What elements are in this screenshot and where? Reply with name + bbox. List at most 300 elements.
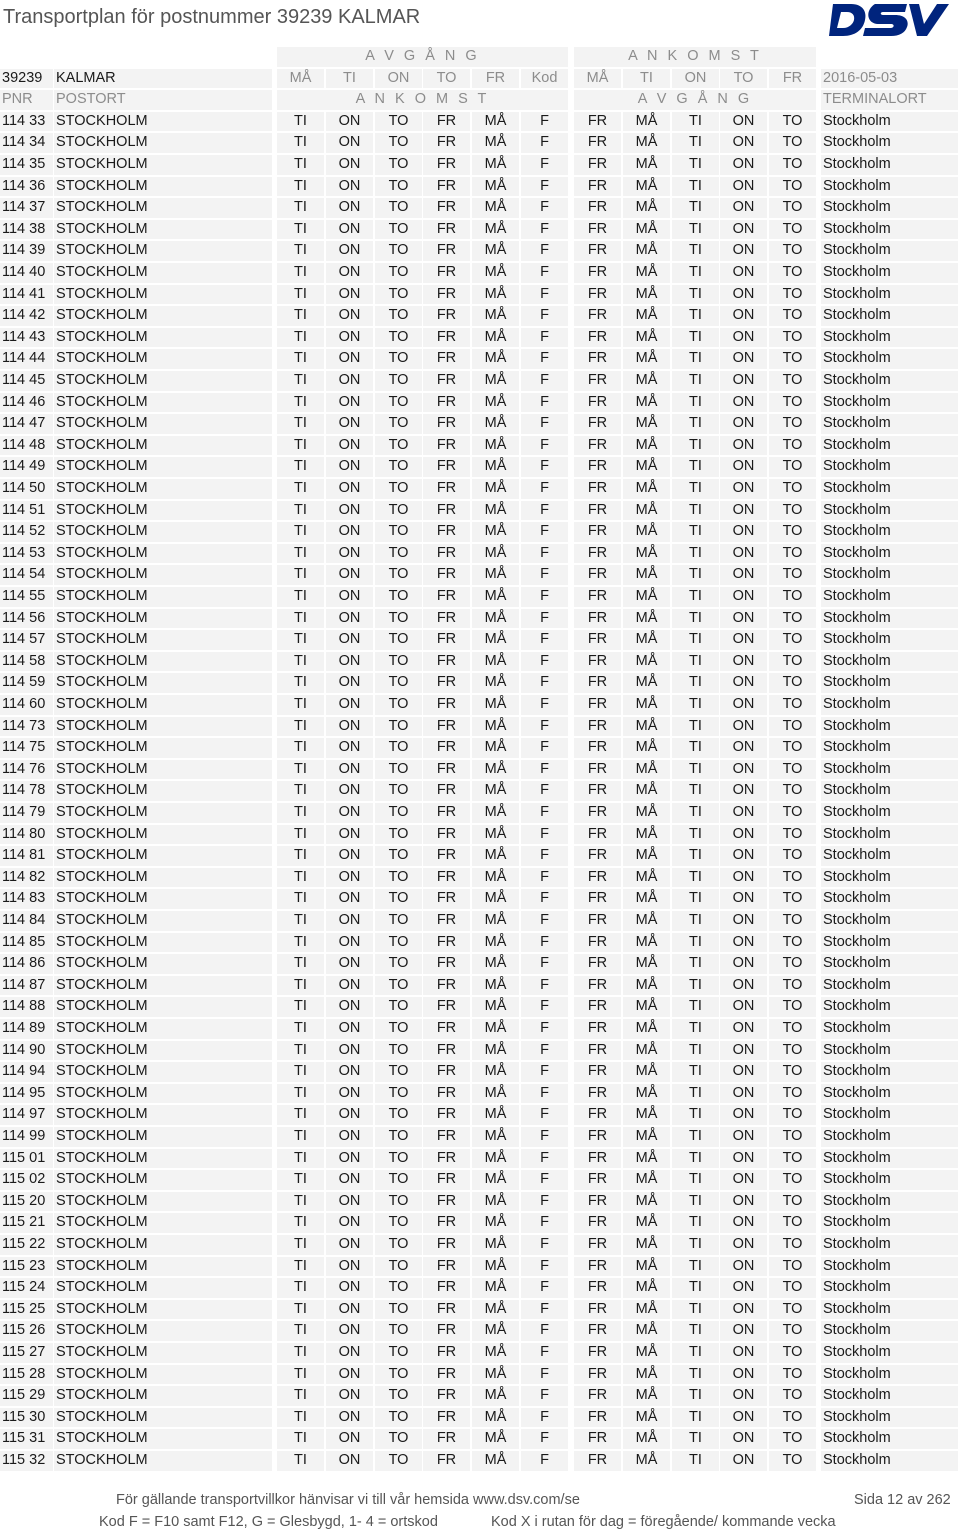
arrival-day-cell: TI	[672, 760, 719, 780]
departure-day-cell: MÅ	[472, 1365, 519, 1385]
arrival-day-cell: TO	[769, 349, 816, 369]
departure-day-cell: F	[521, 933, 568, 953]
arrival-day-cell: MÅ	[623, 220, 670, 240]
terminal-cell: Stockholm	[821, 1192, 958, 1212]
arrival-day-cell: TI	[672, 1343, 719, 1363]
arrival-day-cell: ON	[720, 717, 767, 737]
arrival-day-cell: MÅ	[623, 1451, 670, 1471]
departure-day-cell: F	[521, 695, 568, 715]
table-row	[0, 1191, 960, 1213]
postcode-cell: 114 90	[0, 1041, 53, 1061]
departure-day-cell: TI	[277, 1343, 324, 1363]
departure-day-cell: TI	[277, 1429, 324, 1449]
departure-day-cell: TO	[375, 803, 422, 823]
departure-day-cell: TI	[277, 911, 324, 931]
arrival-day-cell: FR	[574, 1213, 621, 1233]
departure-day-cell: TO	[375, 781, 422, 801]
departure-day-cell: FR	[423, 457, 470, 477]
table-row	[0, 1299, 960, 1321]
arrival-day-cell: MÅ	[623, 501, 670, 521]
departure-day-cell: MÅ	[472, 241, 519, 261]
city-cell: STOCKHOLM	[54, 976, 272, 996]
postcode-cell: 114 95	[0, 1084, 53, 1104]
arrival-day-cell: FR	[574, 997, 621, 1017]
city-cell: STOCKHOLM	[54, 457, 272, 477]
header-cell: MÅ	[574, 69, 621, 89]
arrival-day-cell: ON	[720, 1300, 767, 1320]
departure-day-cell: MÅ	[472, 1213, 519, 1233]
departure-day-cell: F	[521, 803, 568, 823]
arrival-day-cell: ON	[720, 1408, 767, 1428]
table-row	[0, 1256, 960, 1278]
postcode-cell: 114 40	[0, 263, 53, 283]
table-row	[0, 543, 960, 565]
departure-day-cell: FR	[423, 501, 470, 521]
city-cell: STOCKHOLM	[54, 328, 272, 348]
dsv-logo	[829, 2, 949, 38]
departure-day-cell: TI	[277, 371, 324, 391]
departure-day-cell: ON	[326, 263, 373, 283]
table-row	[0, 694, 960, 716]
header-cell: TO	[423, 69, 470, 89]
table-row	[0, 435, 960, 457]
arrival-day-cell: ON	[720, 760, 767, 780]
table-row	[0, 1364, 960, 1386]
arrival-day-cell: FR	[574, 1105, 621, 1125]
departure-day-cell: ON	[326, 393, 373, 413]
arrival-day-cell: MÅ	[623, 825, 670, 845]
table-row	[0, 1450, 960, 1472]
departure-day-cell: FR	[423, 1278, 470, 1298]
departure-day-cell: FR	[423, 1192, 470, 1212]
departure-day-cell: ON	[326, 846, 373, 866]
table-row	[0, 1234, 960, 1256]
arrival-day-cell: TO	[769, 133, 816, 153]
terminal-cell: Stockholm	[821, 522, 958, 542]
arrival-day-cell: FR	[574, 933, 621, 953]
arrival-day-cell: MÅ	[623, 868, 670, 888]
departure-day-cell: MÅ	[472, 1019, 519, 1039]
arrival-day-cell: TO	[769, 630, 816, 650]
departure-day-cell: ON	[326, 285, 373, 305]
city-cell: STOCKHOLM	[54, 1321, 272, 1341]
city-cell: STOCKHOLM	[54, 781, 272, 801]
departure-day-cell: TO	[375, 544, 422, 564]
departure-day-cell: FR	[423, 1170, 470, 1190]
departure-day-cell: F	[521, 976, 568, 996]
departure-day-cell: TO	[375, 673, 422, 693]
departure-day-cell: TI	[277, 544, 324, 564]
arrival-day-cell: MÅ	[623, 1278, 670, 1298]
arrival-day-cell: FR	[574, 177, 621, 197]
arrival-day-cell: ON	[720, 544, 767, 564]
arrival-day-cell: TI	[672, 1149, 719, 1169]
arrival-day-cell: MÅ	[623, 652, 670, 672]
arrival-day-cell: MÅ	[623, 889, 670, 909]
departure-day-cell: FR	[423, 846, 470, 866]
city-cell: STOCKHOLM	[54, 565, 272, 585]
arrival-day-cell: MÅ	[623, 803, 670, 823]
arrival-day-cell: FR	[574, 717, 621, 737]
departure-day-cell: TO	[375, 825, 422, 845]
arrival-day-cell: TO	[769, 501, 816, 521]
departure-day-cell: TO	[375, 587, 422, 607]
header-cell: ON	[375, 69, 422, 89]
departure-day-cell: FR	[423, 306, 470, 326]
departure-day-cell: ON	[326, 609, 373, 629]
table-row	[0, 586, 960, 608]
departure-day-cell: F	[521, 522, 568, 542]
departure-day-cell: MÅ	[472, 198, 519, 218]
departure-day-cell: F	[521, 954, 568, 974]
departure-day-cell: ON	[326, 1213, 373, 1233]
departure-day-cell: TI	[277, 1170, 324, 1190]
departure-day-cell: MÅ	[472, 933, 519, 953]
departure-day-cell: MÅ	[472, 436, 519, 456]
arrival-day-cell: TI	[672, 371, 719, 391]
departure-day-cell: F	[521, 328, 568, 348]
city-cell: STOCKHOLM	[54, 1257, 272, 1277]
arrival-day-cell: MÅ	[623, 1105, 670, 1125]
arrival-day-cell: FR	[574, 393, 621, 413]
arrival-day-cell: TO	[769, 1278, 816, 1298]
terminal-cell: Stockholm	[821, 241, 958, 261]
postcode-cell: 114 84	[0, 911, 53, 931]
departure-day-cell: MÅ	[472, 393, 519, 413]
header-cell: MÅ	[277, 69, 324, 89]
city-cell: STOCKHOLM	[54, 1192, 272, 1212]
postcode-cell: 114 87	[0, 976, 53, 996]
terminal-cell: Stockholm	[821, 1321, 958, 1341]
departure-day-cell: F	[521, 1062, 568, 1082]
table-row	[0, 521, 960, 543]
arrival-day-cell: TO	[769, 436, 816, 456]
table-row	[0, 888, 960, 910]
departure-day-cell: FR	[423, 436, 470, 456]
departure-day-cell: TO	[375, 1041, 422, 1061]
arrival-day-cell: ON	[720, 393, 767, 413]
departure-day-cell: TO	[375, 522, 422, 542]
departure-day-cell: TI	[277, 565, 324, 585]
table-row	[0, 651, 960, 673]
postcode-cell: 115 29	[0, 1386, 53, 1406]
arrival-day-cell: ON	[720, 1343, 767, 1363]
departure-day-cell: ON	[326, 1321, 373, 1341]
arrival-day-cell: FR	[574, 760, 621, 780]
departure-day-cell: ON	[326, 155, 373, 175]
arrival-day-cell: TO	[769, 587, 816, 607]
city-cell: STOCKHOLM	[54, 177, 272, 197]
postcode-cell: 114 57	[0, 630, 53, 650]
arrival-day-cell: TO	[769, 1041, 816, 1061]
arrival-day-cell: TO	[769, 241, 816, 261]
departure-day-cell: MÅ	[472, 1041, 519, 1061]
postcode-cell: 114 88	[0, 997, 53, 1017]
departure-day-cell: TO	[375, 1149, 422, 1169]
departure-day-cell: TO	[375, 954, 422, 974]
departure-day-cell: TO	[375, 565, 422, 585]
arrival-day-cell: FR	[574, 112, 621, 132]
departure-day-cell: FR	[423, 933, 470, 953]
terminal-cell: Stockholm	[821, 1105, 958, 1125]
departure-day-cell: TI	[277, 695, 324, 715]
arrival-day-cell: TO	[769, 846, 816, 866]
arrival-day-cell: TO	[769, 285, 816, 305]
arrival-day-cell: TI	[672, 1257, 719, 1277]
departure-day-cell: ON	[326, 1429, 373, 1449]
arrival-day-cell: TO	[769, 263, 816, 283]
arrival-day-cell: TI	[672, 457, 719, 477]
postcode-cell: 114 35	[0, 155, 53, 175]
arrival-day-cell: TI	[672, 717, 719, 737]
city-cell: STOCKHOLM	[54, 825, 272, 845]
arrival-day-cell: MÅ	[623, 846, 670, 866]
city-cell: STOCKHOLM	[54, 1235, 272, 1255]
departure-day-cell: TI	[277, 457, 324, 477]
arrival-day-cell: ON	[720, 1451, 767, 1471]
city-cell: STOCKHOLM	[54, 1386, 272, 1406]
departure-day-cell: MÅ	[472, 760, 519, 780]
arrival-day-cell: TI	[672, 285, 719, 305]
terminal-cell: Stockholm	[821, 479, 958, 499]
terminal-cell: Stockholm	[821, 155, 958, 175]
arrival-day-cell: TO	[769, 803, 816, 823]
departure-day-cell: MÅ	[472, 1343, 519, 1363]
city-cell: STOCKHOLM	[54, 349, 272, 369]
departure-group-label: A V G Å N G	[277, 47, 568, 67]
arrival-day-cell: ON	[720, 414, 767, 434]
departure-day-cell: F	[521, 609, 568, 629]
arrival-day-cell: FR	[574, 609, 621, 629]
terminal-header: TERMINALORT	[821, 90, 958, 110]
departure-day-cell: MÅ	[472, 1192, 519, 1212]
arrival-day-cell: TI	[672, 155, 719, 175]
arrival-day-cell: TI	[672, 436, 719, 456]
departure-day-cell: F	[521, 198, 568, 218]
departure-day-cell: ON	[326, 133, 373, 153]
departure-day-cell: TI	[277, 1386, 324, 1406]
arrival-day-cell: FR	[574, 220, 621, 240]
departure-day-cell: TO	[375, 306, 422, 326]
arrival-day-cell: ON	[720, 1386, 767, 1406]
arrival-day-cell: FR	[574, 630, 621, 650]
arrival-day-cell: ON	[720, 1365, 767, 1385]
group-header-row	[0, 46, 960, 68]
arrival-day-cell: MÅ	[623, 976, 670, 996]
arrival-day-cell: MÅ	[623, 112, 670, 132]
departure-day-cell: TI	[277, 1300, 324, 1320]
arrival-day-cell: MÅ	[623, 760, 670, 780]
departure-day-cell: F	[521, 1149, 568, 1169]
arrival-day-cell: TI	[672, 1213, 719, 1233]
departure-day-cell: TI	[277, 1235, 324, 1255]
arrival-day-cell: ON	[720, 1278, 767, 1298]
table-row	[0, 1018, 960, 1040]
footer-terms: För gällande transportvillkor hänvisar vi till vår hemsida www.dsv.com/se	[116, 1492, 580, 1508]
departure-day-cell: FR	[423, 1451, 470, 1471]
departure-day-cell: MÅ	[472, 825, 519, 845]
arrival-day-cell: FR	[574, 781, 621, 801]
departure-day-cell: MÅ	[472, 522, 519, 542]
departure-day-cell: F	[521, 241, 568, 261]
arrival-day-cell: ON	[720, 349, 767, 369]
arrival-day-cell: MÅ	[623, 1408, 670, 1428]
arrival-day-cell: TO	[769, 1257, 816, 1277]
postcode-cell: 114 48	[0, 436, 53, 456]
arrival-day-cell: ON	[720, 1235, 767, 1255]
departure-day-cell: F	[521, 1084, 568, 1104]
departure-day-cell: TO	[375, 220, 422, 240]
arrival-day-cell: MÅ	[623, 1170, 670, 1190]
arrival-day-cell: FR	[574, 479, 621, 499]
arrival-day-cell: FR	[574, 1278, 621, 1298]
terminal-cell: Stockholm	[821, 1041, 958, 1061]
departure-day-cell: MÅ	[472, 781, 519, 801]
departure-day-cell: TI	[277, 112, 324, 132]
postcode-cell: 114 58	[0, 652, 53, 672]
arrival-day-cell: TI	[672, 1429, 719, 1449]
postcode-cell: 115 20	[0, 1192, 53, 1212]
arrival-day-cell: MÅ	[623, 695, 670, 715]
arrival-day-cell: MÅ	[623, 198, 670, 218]
departure-day-cell: FR	[423, 911, 470, 931]
table-row	[0, 1083, 960, 1105]
arrival-day-cell: MÅ	[623, 1321, 670, 1341]
arrival-day-cell: ON	[720, 328, 767, 348]
departure-day-cell: ON	[326, 1257, 373, 1277]
departure-day-cell: FR	[423, 997, 470, 1017]
departure-day-cell: TO	[375, 760, 422, 780]
departure-day-cell: TO	[375, 328, 422, 348]
arrival-day-cell: FR	[574, 1149, 621, 1169]
departure-day-cell: TO	[375, 1192, 422, 1212]
departure-day-cell: MÅ	[472, 846, 519, 866]
departure-day-cell: TI	[277, 1408, 324, 1428]
header-cell: TO	[720, 69, 767, 89]
postcode-cell: 114 75	[0, 738, 53, 758]
table-row	[0, 737, 960, 759]
arrival-day-cell: ON	[720, 436, 767, 456]
arrival-day-cell: MÅ	[623, 479, 670, 499]
departure-day-cell: FR	[423, 155, 470, 175]
departure-day-cell: ON	[326, 1235, 373, 1255]
sub-header-row	[0, 89, 960, 111]
arrival-day-cell: FR	[574, 1062, 621, 1082]
departure-day-cell: F	[521, 349, 568, 369]
arrival-sub-label: A N K O M S T	[277, 90, 568, 110]
arrival-day-cell: ON	[720, 479, 767, 499]
arrival-day-cell: ON	[720, 609, 767, 629]
departure-day-cell: TI	[277, 177, 324, 197]
postcode-cell: 114 43	[0, 328, 53, 348]
arrival-day-cell: TI	[672, 263, 719, 283]
departure-day-cell: FR	[423, 285, 470, 305]
arrival-day-cell: FR	[574, 544, 621, 564]
departure-day-cell: FR	[423, 781, 470, 801]
arrival-day-cell: MÅ	[623, 1300, 670, 1320]
arrival-day-cell: MÅ	[623, 155, 670, 175]
arrival-day-cell: TI	[672, 328, 719, 348]
departure-day-cell: FR	[423, 609, 470, 629]
departure-day-cell: F	[521, 133, 568, 153]
city-cell: STOCKHOLM	[54, 760, 272, 780]
arrival-day-cell: TI	[672, 630, 719, 650]
departure-day-cell: ON	[326, 911, 373, 931]
arrival-day-cell: FR	[574, 846, 621, 866]
departure-day-cell: MÅ	[472, 565, 519, 585]
departure-day-cell: MÅ	[472, 997, 519, 1017]
arrival-day-cell: TI	[672, 1041, 719, 1061]
departure-day-cell: ON	[326, 1170, 373, 1190]
arrival-day-cell: MÅ	[623, 738, 670, 758]
arrival-day-cell: MÅ	[623, 997, 670, 1017]
arrival-day-cell: TI	[672, 1019, 719, 1039]
arrival-day-cell: TO	[769, 1365, 816, 1385]
departure-day-cell: F	[521, 825, 568, 845]
departure-day-cell: F	[521, 371, 568, 391]
departure-day-cell: TI	[277, 479, 324, 499]
arrival-day-cell: FR	[574, 889, 621, 909]
departure-day-cell: MÅ	[472, 1149, 519, 1169]
arrival-day-cell: TO	[769, 911, 816, 931]
departure-day-cell: TI	[277, 954, 324, 974]
city-cell: STOCKHOLM	[54, 306, 272, 326]
postcode-cell: 114 51	[0, 501, 53, 521]
table-row	[0, 370, 960, 392]
arrival-day-cell: TI	[672, 1170, 719, 1190]
arrival-day-cell: TO	[769, 1429, 816, 1449]
departure-day-cell: TO	[375, 155, 422, 175]
departure-day-cell: FR	[423, 652, 470, 672]
postcode-cell: 114 46	[0, 393, 53, 413]
table-row	[0, 240, 960, 262]
header-cell: KALMAR	[54, 69, 272, 89]
departure-day-cell: ON	[326, 1127, 373, 1147]
departure-day-cell: TO	[375, 738, 422, 758]
table-row	[0, 759, 960, 781]
arrival-day-cell: MÅ	[623, 522, 670, 542]
city-cell: STOCKHOLM	[54, 889, 272, 909]
arrival-day-cell: MÅ	[623, 436, 670, 456]
table-row	[0, 867, 960, 889]
city-cell: STOCKHOLM	[54, 695, 272, 715]
departure-day-cell: ON	[326, 695, 373, 715]
city-cell: STOCKHOLM	[54, 198, 272, 218]
departure-day-cell: ON	[326, 1278, 373, 1298]
city-cell: STOCKHOLM	[54, 1429, 272, 1449]
postcode-cell: 114 80	[0, 825, 53, 845]
departure-day-cell: TO	[375, 133, 422, 153]
departure-day-cell: TI	[277, 522, 324, 542]
city-cell: STOCKHOLM	[54, 414, 272, 434]
column-header-row	[0, 68, 960, 90]
table-row	[0, 132, 960, 154]
terminal-cell: Stockholm	[821, 609, 958, 629]
table-row	[0, 845, 960, 867]
terminal-cell: Stockholm	[821, 1127, 958, 1147]
departure-day-cell: TI	[277, 630, 324, 650]
terminal-cell: Stockholm	[821, 1149, 958, 1169]
arrival-day-cell: TO	[769, 177, 816, 197]
arrival-day-cell: TI	[672, 544, 719, 564]
arrival-day-cell: TO	[769, 889, 816, 909]
table-row	[0, 1148, 960, 1170]
departure-day-cell: TI	[277, 1062, 324, 1082]
departure-day-cell: TO	[375, 1235, 422, 1255]
departure-day-cell: FR	[423, 1321, 470, 1341]
departure-day-cell: TO	[375, 479, 422, 499]
arrival-day-cell: MÅ	[623, 1149, 670, 1169]
